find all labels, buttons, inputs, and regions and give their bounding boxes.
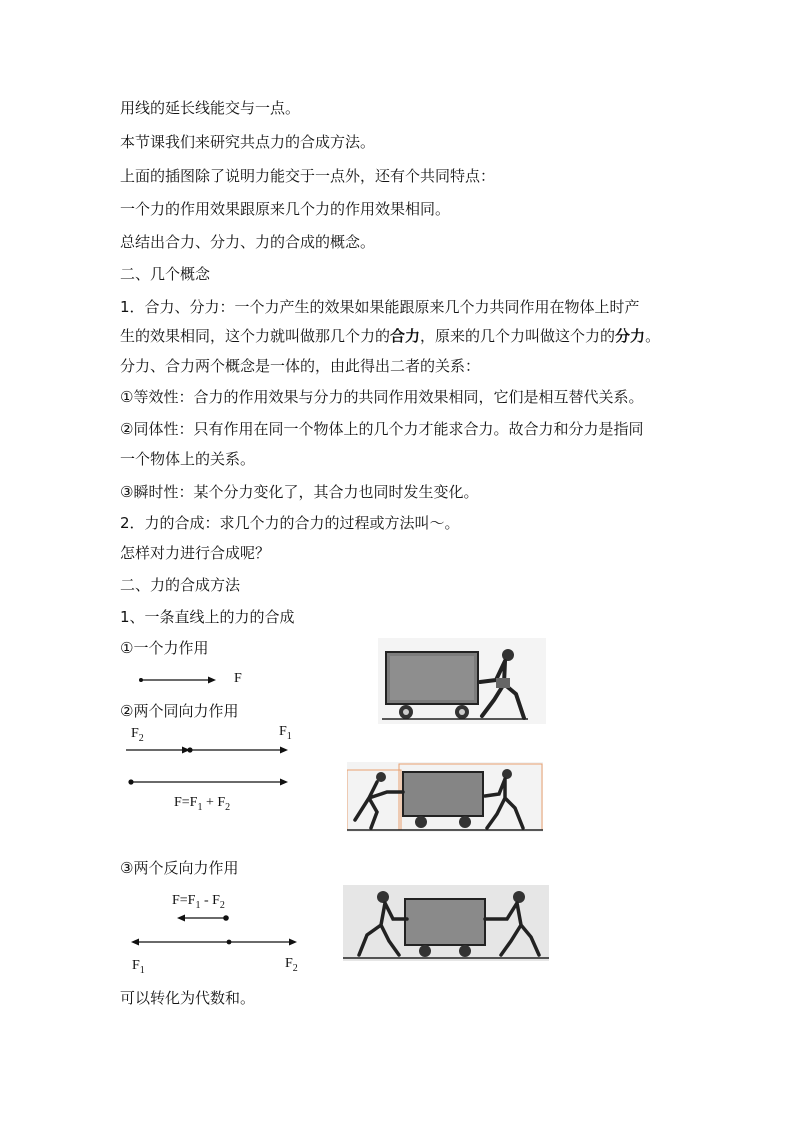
resultant-difference-label: $F=F_1 - F_2$: [172, 893, 225, 911]
same-direction-force-diagram: [120, 740, 300, 790]
text-span: 。: [645, 327, 661, 345]
text-line: 总结出合力、分力、力的合成的概念。: [120, 233, 376, 251]
text-line: ②同体性：只有作用在同一个物体上的几个力才能求合力。故合力和分力是指同: [120, 420, 644, 438]
text-line: 怎样对力进行合成呢？: [120, 544, 271, 562]
text-line: ①等效性：合力的作用效果与分力的共同作用效果相同，它们是相互替代关系。: [120, 388, 644, 406]
resultant-sum-label: $F=F_1 + F_2$: [174, 795, 231, 813]
text-line: 1、一条直线上的力的合成: [120, 608, 295, 626]
force-label-f1-opposite: $F_1$: [132, 958, 145, 976]
text-line: ②两个同向力作用: [120, 702, 239, 720]
section-heading: 二、力的合成方法: [120, 576, 241, 594]
force-label-f1: $F_1$: [279, 724, 292, 742]
text-line: 本节课我们来研究共点力的合成方法。: [120, 133, 376, 151]
text-line: ③两个反向力作用: [120, 859, 239, 877]
opposite-direction-force-diagram: [125, 908, 305, 953]
term-component-force: 分力: [615, 327, 646, 345]
text-line: [120, 326, 660, 346]
text-line: 1．合力、分力：一个力产生的效果如果能跟原来几个力共同作用在物体上时产: [120, 298, 640, 316]
force-label-f2-opposite: $F_2$: [285, 956, 298, 974]
text-line: 可以转化为代数和。: [120, 989, 256, 1007]
single-force-arrow-diagram: [130, 670, 230, 690]
text-line: 分力、合力两个概念是一体的，由此得出二者的关系：: [120, 357, 481, 375]
text-line: 一个力的作用效果跟原来几个力的作用效果相同。: [120, 200, 451, 218]
text-line: 用线的延长线能交与一点。: [120, 99, 301, 117]
text-line: ①一个力作用: [120, 639, 209, 657]
text-line: 上面的插图除了说明力能交于一点外，还有个共同特点：: [120, 167, 496, 185]
text-span: ，原来的几个力叫做这个力的: [420, 327, 616, 345]
text-line: ③瞬时性：某个分力变化了，其合力也同时发生变化。: [120, 483, 479, 501]
text-line: 2．力的合成：求几个力的合力的过程或方法叫～。: [120, 514, 460, 532]
text-span: 生的效果相同，这个力就叫做那几个力的: [120, 327, 391, 345]
force-label-f: F: [234, 671, 242, 686]
photo-one-person-pushing-cart: [378, 638, 546, 724]
section-heading: 二、几个概念: [120, 265, 211, 283]
photo-two-people-pushing-same-direction: [347, 762, 543, 832]
photo-two-people-pushing-opposite-directions: [343, 885, 549, 961]
text-line: 一个物体上的关系。: [120, 450, 256, 468]
term-resultant-force: 合力: [390, 327, 421, 345]
force-label-f2: $F_2$: [131, 726, 144, 744]
